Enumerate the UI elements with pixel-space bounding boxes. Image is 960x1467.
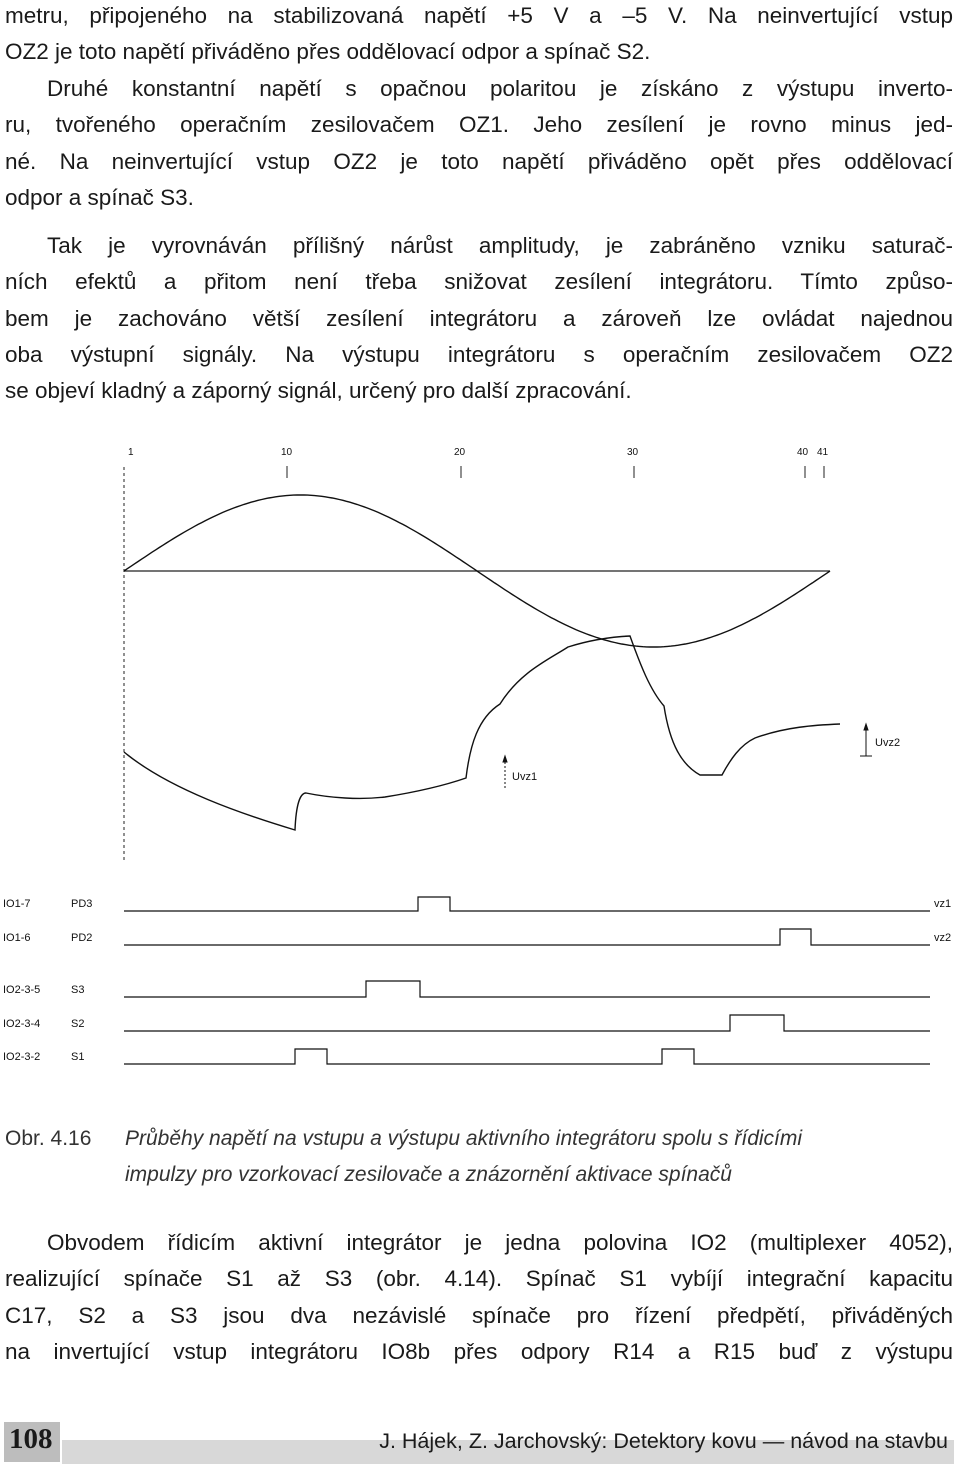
tick-label: 41 bbox=[817, 447, 829, 458]
tick-label: 30 bbox=[627, 447, 639, 458]
page-footer bbox=[0, 1420, 960, 1467]
tick-label: 20 bbox=[454, 447, 466, 458]
pulse-traces bbox=[124, 897, 930, 1064]
pulse-trace-pd2 bbox=[124, 929, 930, 945]
text-line: né. Na neinvertující vstup OZ2 je toto napětí přiváděno opět přes oddělovací bbox=[5, 148, 953, 174]
pulse-trace-s1 bbox=[124, 1049, 930, 1064]
integrator-output-curve bbox=[124, 636, 840, 830]
uvz2-marker bbox=[860, 724, 872, 756]
paragraph-4 bbox=[5, 1225, 953, 1370]
running-title: J. Hájek, Z. Jarchovský: Detektory kovu — návod na stavbu bbox=[379, 1429, 948, 1453]
text-line: Druhé konstantní napětí s opačnou polaritou je získáno z výstupu inverto- bbox=[47, 76, 953, 101]
row-ic-label: IO2-3-4 bbox=[3, 1018, 41, 1030]
uvz1-label: Uvz1 bbox=[512, 771, 538, 783]
caption-line: Průběhy napětí na vstupu a výstupu aktivního integrátoru spolu s řídicími bbox=[125, 1127, 803, 1150]
tick-markers bbox=[287, 466, 824, 478]
tick-label: 1 bbox=[128, 447, 134, 458]
text-line: Tak je vyrovnáván přílišný nárůst amplitudy, je zabráněno vzniku saturač- bbox=[47, 233, 953, 258]
tick-labels bbox=[128, 447, 829, 458]
row-signal-label: S2 bbox=[71, 1018, 85, 1030]
row-signal-label: S1 bbox=[71, 1051, 85, 1063]
tick-label: 10 bbox=[281, 447, 293, 458]
uvz1-marker bbox=[503, 756, 507, 790]
figure-4-16-timing-diagram bbox=[0, 430, 960, 1090]
pulse-trace-pd3 bbox=[124, 897, 930, 911]
row-ic-label: IO2-3-5 bbox=[3, 984, 41, 996]
row-ic-label: IO1-6 bbox=[3, 932, 31, 944]
row-ic-label: IO2-3-2 bbox=[3, 1051, 41, 1063]
row-signal-label: S3 bbox=[71, 984, 85, 996]
text-line: bem je zachováno větší zesílení integrátoru a zároveň lze ovládat najednou bbox=[5, 305, 953, 331]
row-right-label: vz2 bbox=[934, 932, 952, 944]
text-line: na invertující vstup integrátoru IO8b přes odpory R14 a R15 buď z výstupu bbox=[5, 1338, 953, 1364]
text-line: OZ2 je toto napětí přiváděno přes oddělovací odpor a spínač S2. bbox=[5, 39, 651, 65]
text-line: se objeví kladný a záporný signál, určený pro další zpracování. bbox=[5, 378, 632, 404]
text-line: oba výstupní signály. Na výstupu integrátoru s operačním zesilovačem OZ2 bbox=[5, 341, 953, 367]
caption-text bbox=[125, 1121, 955, 1193]
text-line: ních efektů a přitom není třeba snižovat zesílení integrátoru. Tímto způso- bbox=[5, 269, 953, 295]
row-right-label: vz1 bbox=[934, 898, 952, 910]
text-line: metru, připojeného na stabilizovaná napětí +5 V a –5 V. Na neinvertující vstup bbox=[5, 3, 953, 28]
row-ic-label: IO1-7 bbox=[3, 898, 31, 910]
row-signal-label: PD2 bbox=[71, 932, 93, 944]
text-line: Obvodem řídicím aktivní integrátor je jedna polovina IO2 (multiplexer 4052), bbox=[47, 1230, 953, 1255]
caption-line: impulzy pro vzorkovací zesilovače a znázornění aktivace spínačů bbox=[125, 1163, 732, 1186]
paragraph-2 bbox=[5, 71, 953, 216]
text-line: C17, S2 a S3 jsou dva nezávislé spínače pro řízení předpětí, přiváděných bbox=[5, 1302, 953, 1328]
row-signal-label: PD3 bbox=[71, 898, 93, 910]
pulse-trace-s3 bbox=[124, 981, 930, 997]
figure-number: Obr. 4.16 bbox=[5, 1127, 92, 1150]
text-line: odpor a spínač S3. bbox=[5, 184, 194, 210]
paragraph-1 bbox=[5, 0, 953, 71]
tick-label: 40 bbox=[797, 447, 809, 458]
text-line: ru, tvořeného operačním zesilovačem OZ1. Jeho zesílení je rovno minus jed- bbox=[5, 112, 953, 138]
uvz2-label: Uvz2 bbox=[875, 737, 901, 749]
signal-labels bbox=[3, 898, 951, 1063]
page-number: 108 bbox=[9, 1423, 53, 1455]
text-line: realizující spínače S1 až S3 (obr. 4.14). Spínač S1 vybíjí integrační kapacitu bbox=[5, 1266, 953, 1292]
pulse-trace-s2 bbox=[124, 1015, 930, 1031]
paragraph-3 bbox=[5, 228, 953, 409]
